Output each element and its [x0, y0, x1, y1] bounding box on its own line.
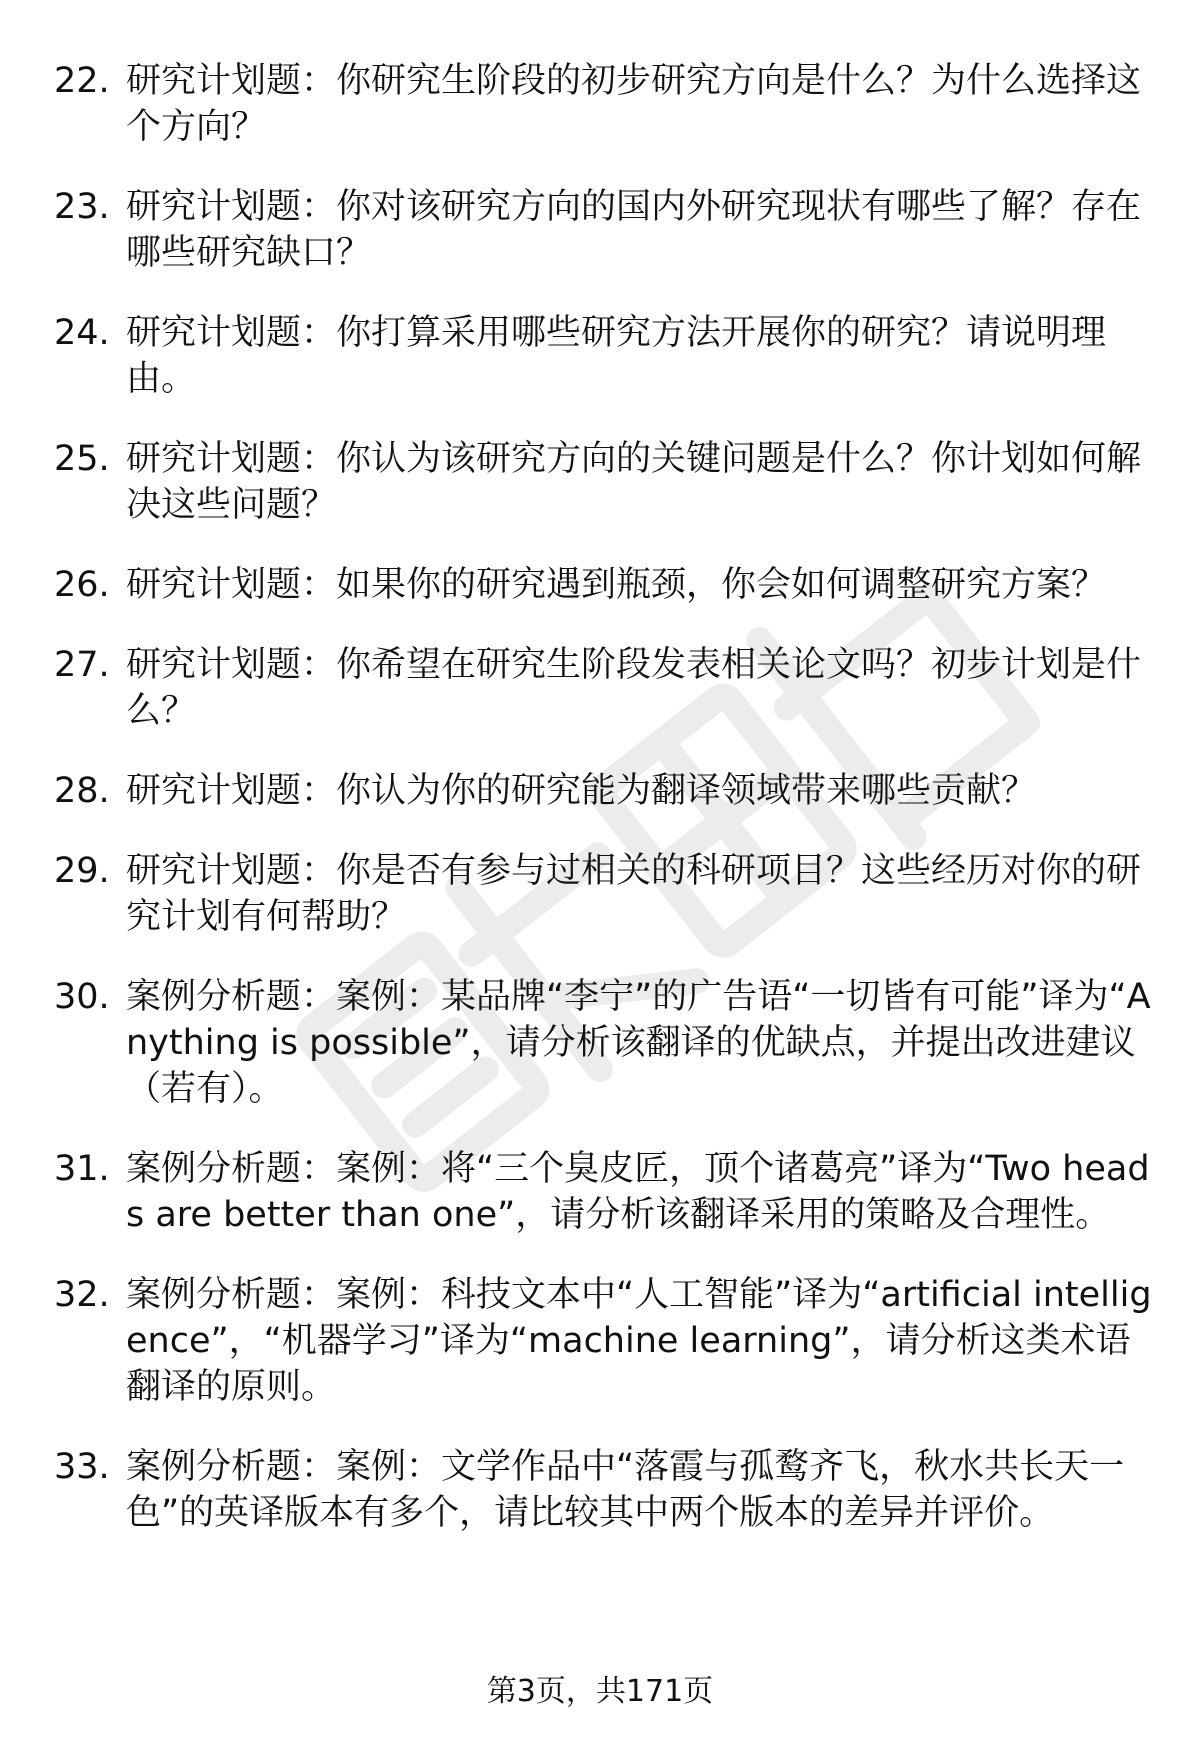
question-number: 30.	[54, 977, 110, 1017]
question-item	[54, 562, 1164, 608]
question-item	[54, 974, 1164, 1112]
question-item	[54, 1272, 1164, 1410]
question-text: 研究计划题：你认为该研究方向的关键问题是什么？你计划如何解决这些问题？	[126, 439, 1142, 525]
question-number: 27.	[54, 645, 110, 685]
question-item	[54, 848, 1164, 940]
question-text: 研究计划题：你希望在研究生阶段发表相关论文吗？初步计划是什么？	[126, 645, 1142, 731]
question-text: 研究计划题：你是否有参与过相关的科研项目？这些经历对你的研究计划有何帮助？	[126, 851, 1142, 937]
question-number: 26.	[54, 565, 110, 605]
question-number: 24.	[54, 313, 110, 353]
question-item	[54, 184, 1164, 276]
question-number: 28.	[54, 771, 110, 811]
question-number: 33.	[54, 1447, 110, 1487]
question-text: 研究计划题：你打算采用哪些研究方法开展你的研究？请说明理由。	[126, 313, 1107, 399]
question-text: 研究计划题：你认为你的研究能为翻译领域带来哪些贡献？	[126, 771, 1037, 811]
question-item	[54, 1146, 1164, 1238]
question-number: 25.	[54, 439, 110, 479]
question-text: 案例分析题：案例：文学作品中“落霞与孤鹜齐飞，秋水共长天一色”的英译版本有多个，请比较其中两个版本的差异并评价。	[126, 1447, 1125, 1533]
question-item	[54, 768, 1164, 814]
question-item	[54, 58, 1164, 150]
question-text: 案例分析题：案例：科技文本中“人工智能”译为“artificial intelligence”，“机器学习”译为“machine learning”，请分析这类术语翻译的原则。	[126, 1275, 1152, 1407]
question-item	[54, 436, 1164, 528]
question-text: 案例分析题：案例：某品牌“李宁”的广告语“一切皆有可能”译为“Anything is possible”，请分析该翻译的优缺点，并提出改进建议（若有）。	[126, 977, 1151, 1109]
question-text: 研究计划题：你对该研究方向的国内外研究现状有哪些了解？存在哪些研究缺口？	[126, 187, 1142, 273]
question-number: 23.	[54, 187, 110, 227]
question-list	[54, 58, 1164, 1536]
question-text: 案例分析题：案例：将“三个臭皮匠，顶个诸葛亮”译为“Two heads are better than one”，请分析该翻译采用的策略及合理性。	[126, 1149, 1150, 1235]
question-text: 研究计划题：你研究生阶段的初步研究方向是什么？为什么选择这个方向？	[126, 61, 1142, 147]
question-number: 22.	[54, 61, 110, 101]
question-item	[54, 642, 1164, 734]
question-item	[54, 310, 1164, 402]
question-number: 29.	[54, 851, 110, 891]
question-number: 32.	[54, 1275, 110, 1315]
question-number: 31.	[54, 1149, 110, 1189]
page-number: 第3页，共171页	[486, 1674, 714, 1709]
question-item	[54, 1444, 1164, 1536]
question-text: 研究计划题：如果你的研究遇到瓶颈，你会如何调整研究方案？	[126, 565, 1107, 605]
